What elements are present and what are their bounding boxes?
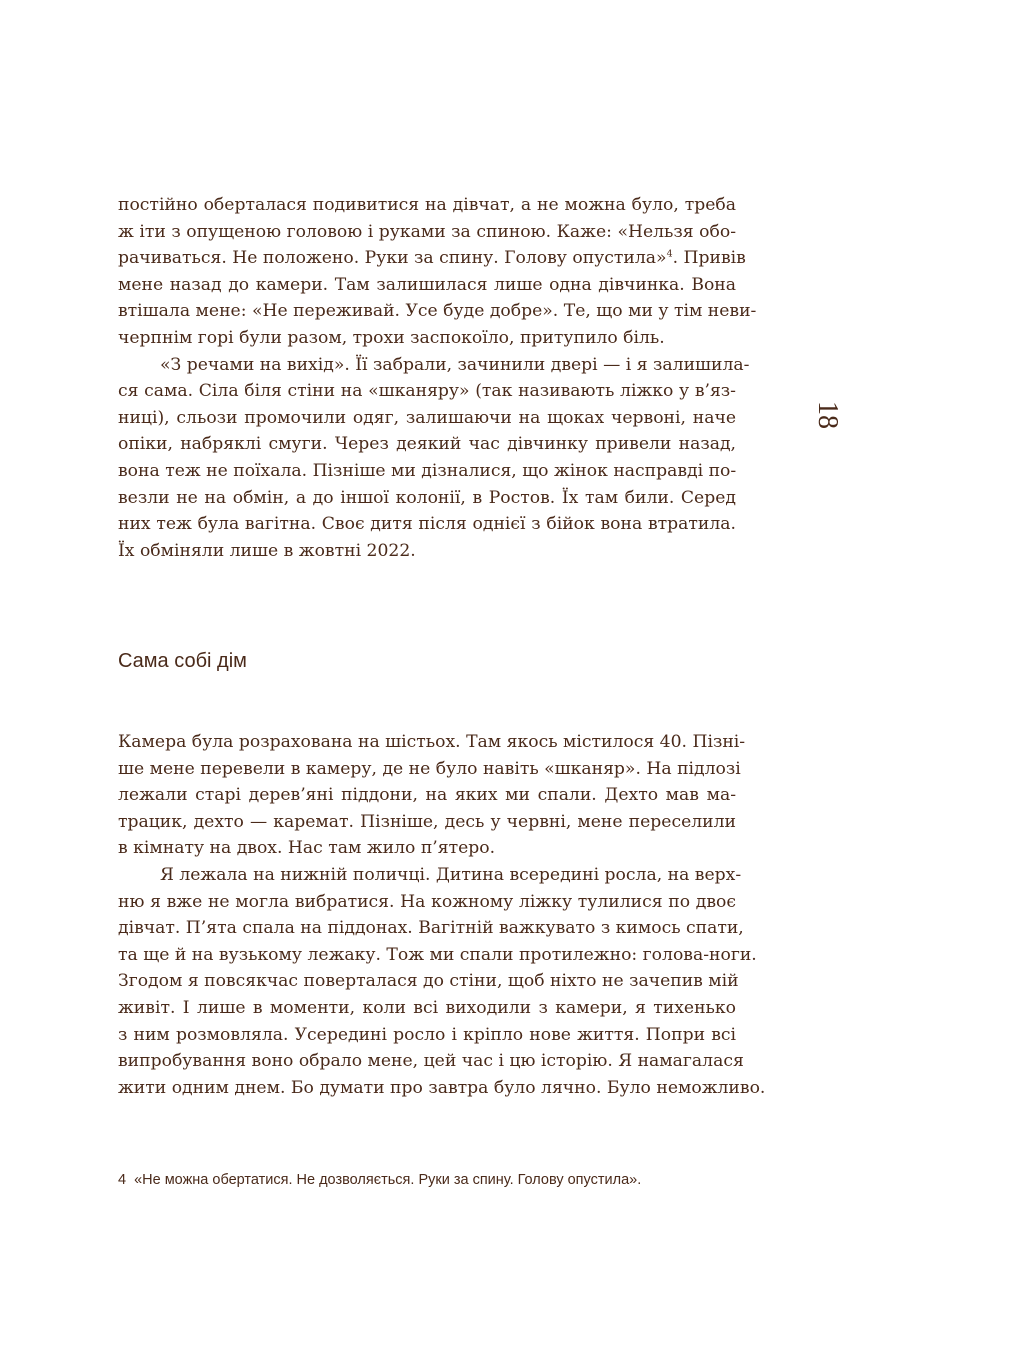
- footnote: [118, 1172, 641, 1188]
- text-line: жити одним днем. Бо думати про завтра було лячно. Було неможливо.: [118, 1077, 766, 1098]
- text-line: везли не на обмін, а до іншої колонії, в Ростов. Їх там били. Серед: [118, 487, 736, 508]
- section-heading: Сама собі дім: [118, 650, 247, 672]
- text-line: дівчат. П’ята спала на піддонах. Вагітній важкувато з кимось спати,: [118, 918, 744, 939]
- footnote-ref[interactable]: 4: [666, 248, 673, 260]
- footnote-text: «Не можна обертатися. Не дозволяється. Руки за спину. Голову опустила».: [134, 1172, 642, 1188]
- text-line: ню я вже не могла вибратися. На кожному ліжку тулилися по двоє: [118, 891, 736, 912]
- text-line: ся сама. Сіла біля стіни на «шканяру» (так називають ліжко у в’яз-: [118, 381, 736, 402]
- text-line: «З речами на вихід». Її забрали, зачинили двері — і я залишила-: [160, 354, 750, 375]
- text-line: живіт. І лише в моменти, коли всі виходили з камери, я тихенько: [118, 997, 736, 1018]
- text-line: ниці), сльози промочили одяг, залишаючи на щоках червоні, наче: [118, 407, 736, 428]
- text-line: Їх обміняли лише в жовтні 2022.: [118, 540, 416, 561]
- text-line: випробування воно обрало мене, цей час і цю історію. Я намагалася: [118, 1051, 744, 1072]
- text-line: з ним розмовляла. Усередині росло і кріпло нове життя. Попри всі: [118, 1024, 736, 1045]
- page-number: 18: [812, 401, 843, 429]
- text-line: Згодом я повсякчас поверталася до стіни, щоб ніхто не зачепив мій: [118, 971, 739, 992]
- body-text-section-1: [118, 192, 757, 564]
- text-line: Камера була розрахована на шістьох. Там якось містилося 40. Пізні-: [118, 732, 746, 752]
- text-line: лежали старі дерев’яні піддони, на яких ми спали. Дехто мав ма-: [118, 785, 736, 806]
- text-line: ше мене перевели в камеру, де не було навіть «шканяр». На підлозі: [118, 758, 741, 779]
- text-line: та ще й на вузькому лежаку. Тож ми спали протилежно: голова-ноги.: [118, 944, 757, 965]
- footnote-number: 4: [118, 1172, 127, 1188]
- text-line-with-footnote: рачиваться. Не положено. Руки за спину. Голову опустила»$^4$. Привів: [118, 248, 746, 269]
- text-line: постійно оберталася подивитися на дівчат, а не можна було, треба: [118, 195, 736, 215]
- text-line: ж іти з опущеною головою і руками за спиною. Каже: «Нельзя обо-: [118, 221, 736, 242]
- text-line: них теж була вагітна. Своє дитя після однієї з бійок вона втратила.: [118, 514, 736, 535]
- text-line: мене назад до камери. Там залишилася лише одна дівчинка. Вона: [118, 274, 736, 295]
- text-line: трацик, дехто — каремат. Пізніше, десь у червні, мене переселили: [118, 811, 736, 832]
- body-text-section-2: [118, 729, 766, 1101]
- text-line: в кімнату на двох. Нас там жило п’ятеро.: [118, 838, 496, 859]
- text-line: втішала мене: «Не переживай. Усе буде добре». Те, що ми у тім неви-: [118, 301, 757, 322]
- text-line: опіки, набряклі смуги. Через деякий час дівчинку привели назад,: [118, 434, 736, 455]
- text-line: Я лежала на нижній поличці. Дитина всередині росла, на верх-: [160, 864, 742, 885]
- text-line: вона теж не поїхала. Пізніше ми дізналися, що жінок насправді по-: [118, 460, 737, 481]
- text-line: черпнім горі були разом, трохи заспокоїло, притупило біль.: [118, 327, 665, 348]
